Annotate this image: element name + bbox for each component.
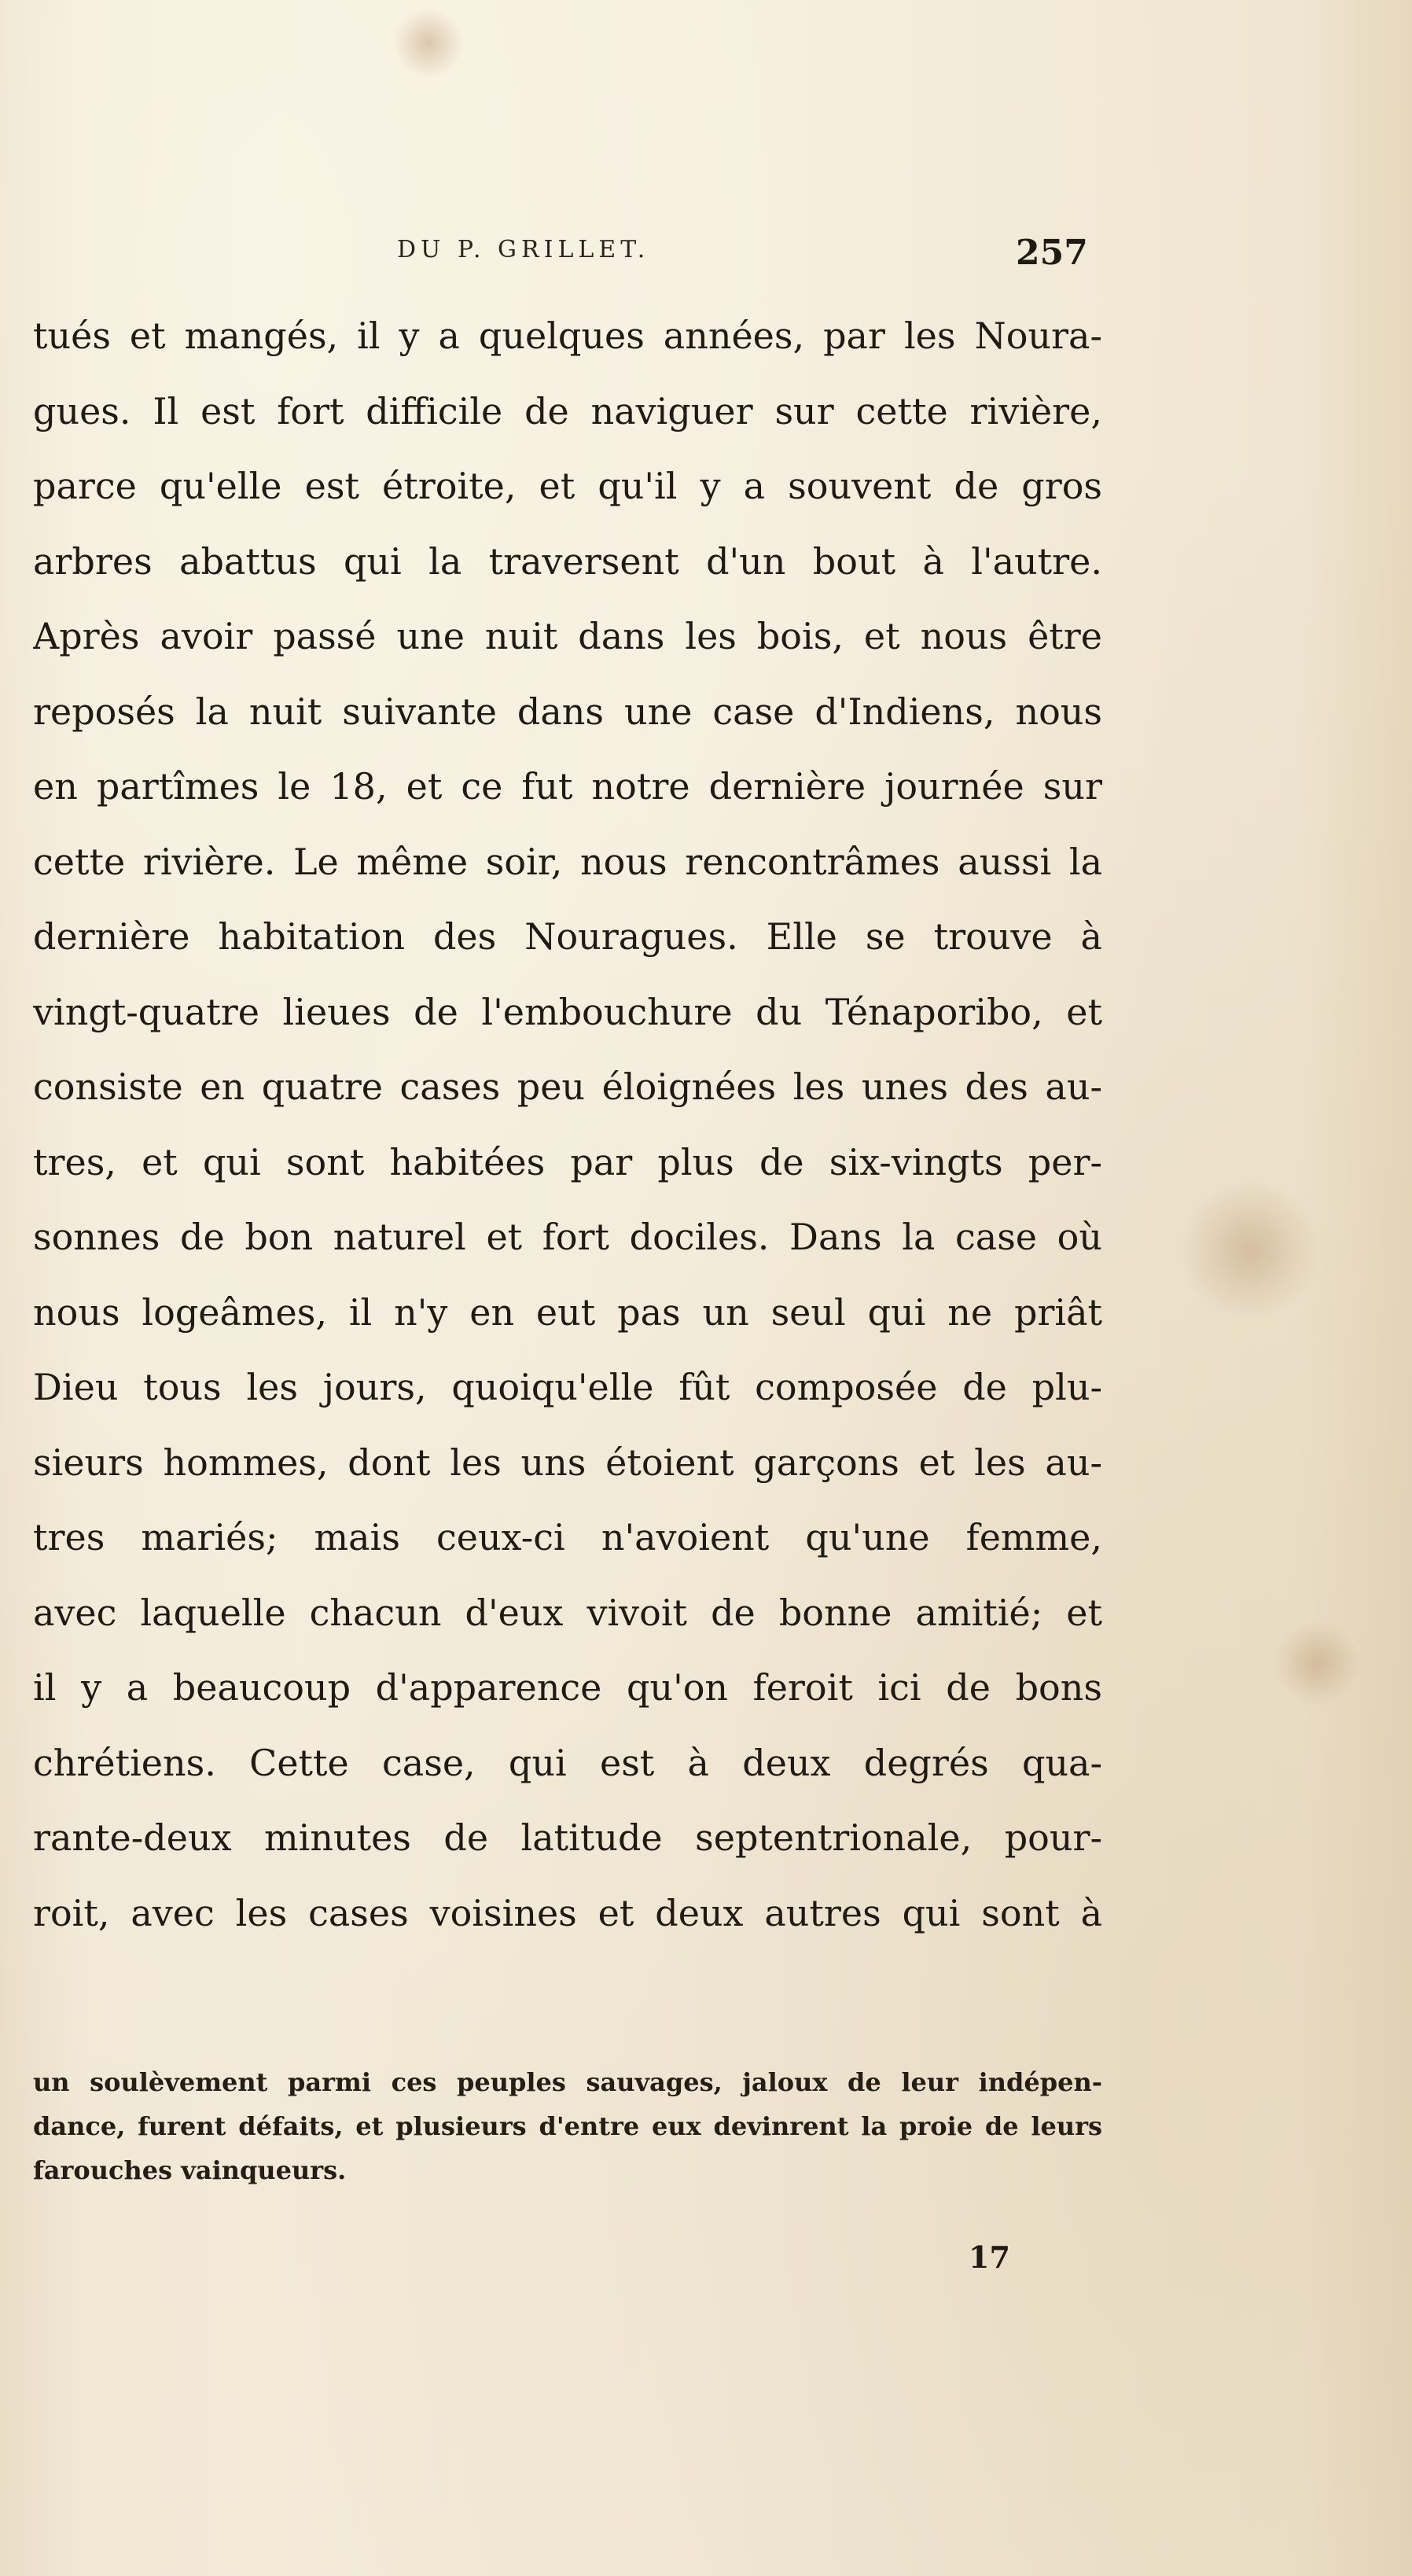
text-line: il y a beaucoup d'apparence qu'on feroit ici de bons [33, 1666, 1102, 1709]
text-line: Après avoir passé une nuit dans les bois, et nous être [33, 615, 1102, 657]
signature-mark: 17 [969, 2239, 1010, 2275]
running-head: DU P. GRILLET. [397, 236, 650, 263]
paper-stain [393, 8, 464, 79]
text-line: roit, avec les cases voisines et deux autres qui sont à [33, 1891, 1102, 1934]
paper-stain [1179, 1179, 1321, 1321]
text-line: avec laquelle chacun d'eux vivoit de bonne amitié; et [33, 1591, 1102, 1634]
footnote-line: un soulèvement parmi ces peuples sauvages, jaloux de leur indépen- [33, 2067, 1102, 2097]
text-line: en partîmes le 18, et ce fut notre dernière journée sur [33, 765, 1102, 808]
text-line: vingt-quatre lieues de l'embouchure du Ténaporibo, et [33, 990, 1102, 1033]
footnote [33, 2060, 1102, 2192]
text-line: dernière habitation des Nouragues. Elle se trouve à [33, 915, 1102, 958]
text-line: rante-deux minutes de latitude septentrionale, pour- [33, 1816, 1102, 1859]
text-line: gues. Il est fort difficile de naviguer sur cette rivière, [33, 389, 1102, 432]
body-text [33, 299, 1102, 1951]
text-line: reposés la nuit suivante dans une case d'Indiens, nous [33, 690, 1102, 733]
paper-stain [1274, 1620, 1360, 1706]
page-number: 257 [1016, 233, 1088, 273]
text-line: consiste en quatre cases peu éloignées les unes des au- [33, 1065, 1102, 1108]
text-line: arbres abattus qui la traversent d'un bout à l'autre. [33, 539, 1102, 583]
text-line: nous logeâmes, il n'y en eut pas un seul qui ne priât [33, 1290, 1102, 1334]
text-line: sieurs hommes, dont les uns étoient garçons et les au- [33, 1441, 1102, 1484]
footnote-line: farouches vainqueurs. [33, 2155, 347, 2185]
text-line: sonnes de bon naturel et fort dociles. Dans la case où [33, 1216, 1102, 1258]
text-line: tres mariés; mais ceux-ci n'avoient qu'une femme, [33, 1516, 1102, 1558]
text-line: Dieu tous les jours, quoiqu'elle fût composée de plu- [33, 1366, 1102, 1408]
text-line: parce qu'elle est étroite, et qu'il y a souvent de gros [33, 465, 1102, 507]
text-line: tués et mangés, il y a quelques années, par les Noura- [33, 315, 1102, 357]
footnote-line: dance, furent défaits, et plusieurs d'entre eux devinrent la proie de leurs [33, 2111, 1102, 2141]
text-line: cette rivière. Le même soir, nous rencontrâmes aussi la [33, 840, 1102, 883]
text-line: chrétiens. Cette case, qui est à deux degrés qua- [33, 1741, 1102, 1784]
text-line: tres, et qui sont habitées par plus de six-vingts per- [33, 1140, 1102, 1183]
